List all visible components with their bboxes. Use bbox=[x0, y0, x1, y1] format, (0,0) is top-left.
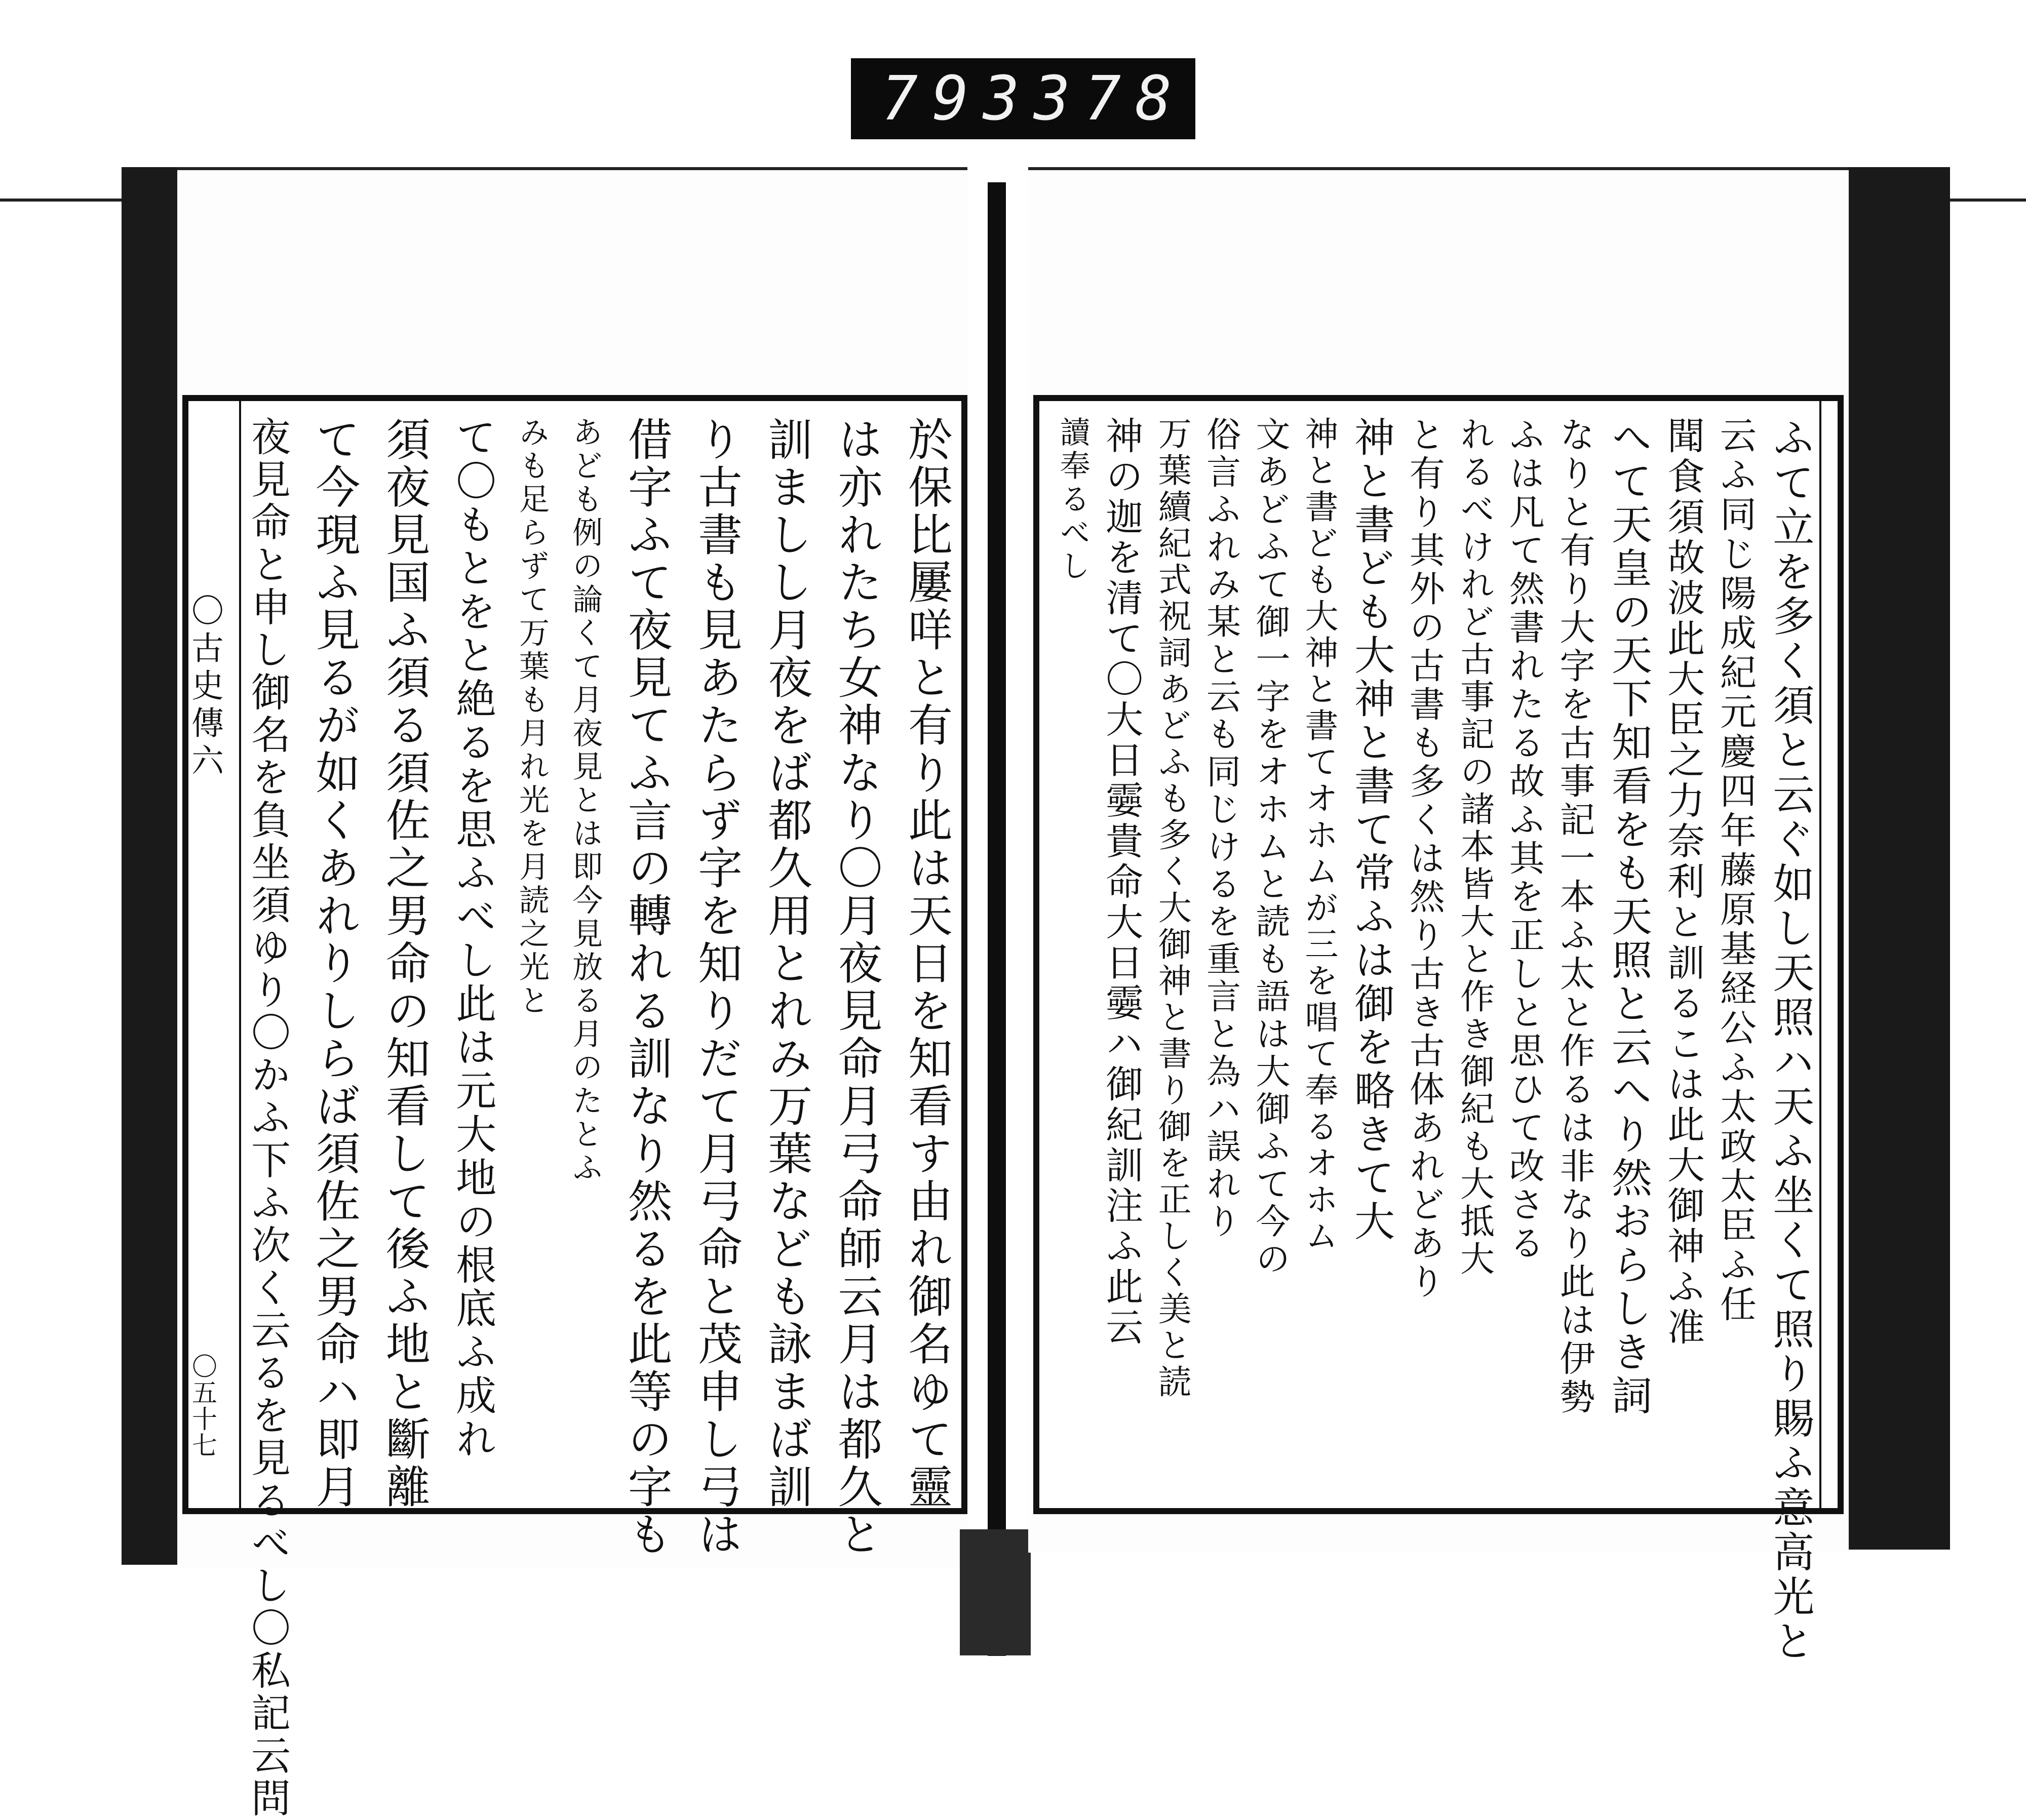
right-column-11: 文あどふて御一字をオホムと読も語は大御ふて今の bbox=[1250, 416, 1290, 1278]
left-book-edge bbox=[122, 167, 177, 1565]
right-column-6: ふは凡て然書れたる故ふ其を正しと思ひて改さる bbox=[1503, 416, 1545, 1263]
right-column-4: へて天皇の天下知看をも天照と云へり然おらしき詞 bbox=[1605, 416, 1652, 1418]
catalog-number-left: 793 bbox=[881, 63, 1034, 134]
left-column-5: 借字ふて夜見てふ言の轉れる訓なり然るを此等の字も bbox=[620, 416, 673, 1559]
catalog-number-right: 378 bbox=[1033, 63, 1186, 134]
right-text-block bbox=[1055, 416, 1814, 1664]
left-column-4: り古書も見あたらず字を知りだて月弓命と茂申し弓は bbox=[690, 416, 743, 1559]
right-column-13: 万葉續紀式祝詞あどふも多く大御神と書り御を正しく美と読 bbox=[1152, 416, 1192, 1401]
left-column-7: みも足らずて万葉も月れ光を月読之光と bbox=[514, 416, 550, 1018]
right-column-3: 聞食須故波此大臣之力奈利と訓るこは此大御神ふ准 bbox=[1661, 416, 1705, 1348]
right-column-15: 讀奉るべし bbox=[1055, 416, 1090, 583]
right-column-8: と有り其外の古書も多くは然り古き古体あれどあり bbox=[1404, 416, 1446, 1301]
page-number: 〇五十七 bbox=[188, 1353, 217, 1458]
left-page-frame bbox=[182, 395, 967, 1820]
right-column-14: 神の迦を清て〇大日孁貴命大日孁ハ御紀訓注ふ此云 bbox=[1100, 416, 1144, 1348]
right-column-7: れるべけれど古事記の諸本皆大と作き御紀も大抵大 bbox=[1454, 416, 1495, 1278]
left-column-2: は亦れたち女神なり〇月夜見命月弓命師云月は都久と bbox=[831, 416, 883, 1559]
catalog-label bbox=[851, 58, 1195, 139]
right-gutter bbox=[1819, 401, 1840, 1508]
left-column-10: て今現ふ見るが如くあれりしらば須佐之男命ハ即月 bbox=[308, 416, 361, 1511]
right-column-1: ふて立を多く須と云ぐ如し天照ハ天ふ坐くて照り賜ふ意高光と bbox=[1766, 416, 1814, 1664]
left-column-11: 夜見命と申し御名を負坐須ゆり〇かふ下ふ次く云るを見るべし〇私記云問 bbox=[245, 416, 291, 1820]
right-page-frame bbox=[1033, 395, 1844, 1664]
right-column-10: 神と書ども大神と書てオホムが三を唱て奉るオホム bbox=[1299, 416, 1338, 1255]
right-column-12: 俗言ふれみ某と云も同じけるを重言と為ハ誤れり bbox=[1200, 416, 1241, 1241]
book-title: 〇古史傳六 bbox=[186, 594, 223, 781]
left-text-block bbox=[244, 416, 953, 1820]
spine-base bbox=[960, 1529, 1031, 1655]
right-book-edge bbox=[1849, 167, 1950, 1550]
left-column-1: 於保比屢咩と有り此は天日を知看す由れ御名ゆて靈 bbox=[901, 416, 953, 1511]
left-column-3: 訓ましし月夜をば都久用とれみ万葉なども詠まば訓 bbox=[761, 416, 813, 1511]
left-column-6: あども例の論くて月夜見とは即今見放る月のたとふ bbox=[567, 416, 603, 1185]
left-column-9: 須夜見国ふ須る須佐之男命の知看して後ふ地と斷離 bbox=[378, 416, 431, 1511]
left-column-8: て〇もとをと絶るを思ふべし此は元大地の根底ふ成れ bbox=[449, 416, 496, 1461]
right-column-9: 神と書ども大神と書て常ふは御を略きて大 bbox=[1347, 416, 1395, 1244]
right-column-2: 云ふ同じ陽成紀元慶四年藤原基経公ふ太政太臣ふ任 bbox=[1714, 416, 1757, 1325]
spine bbox=[988, 182, 1006, 1656]
right-column-5: なりと有り大字を古事記一本ふ太と作るは非なり此は伊勢 bbox=[1553, 416, 1595, 1417]
